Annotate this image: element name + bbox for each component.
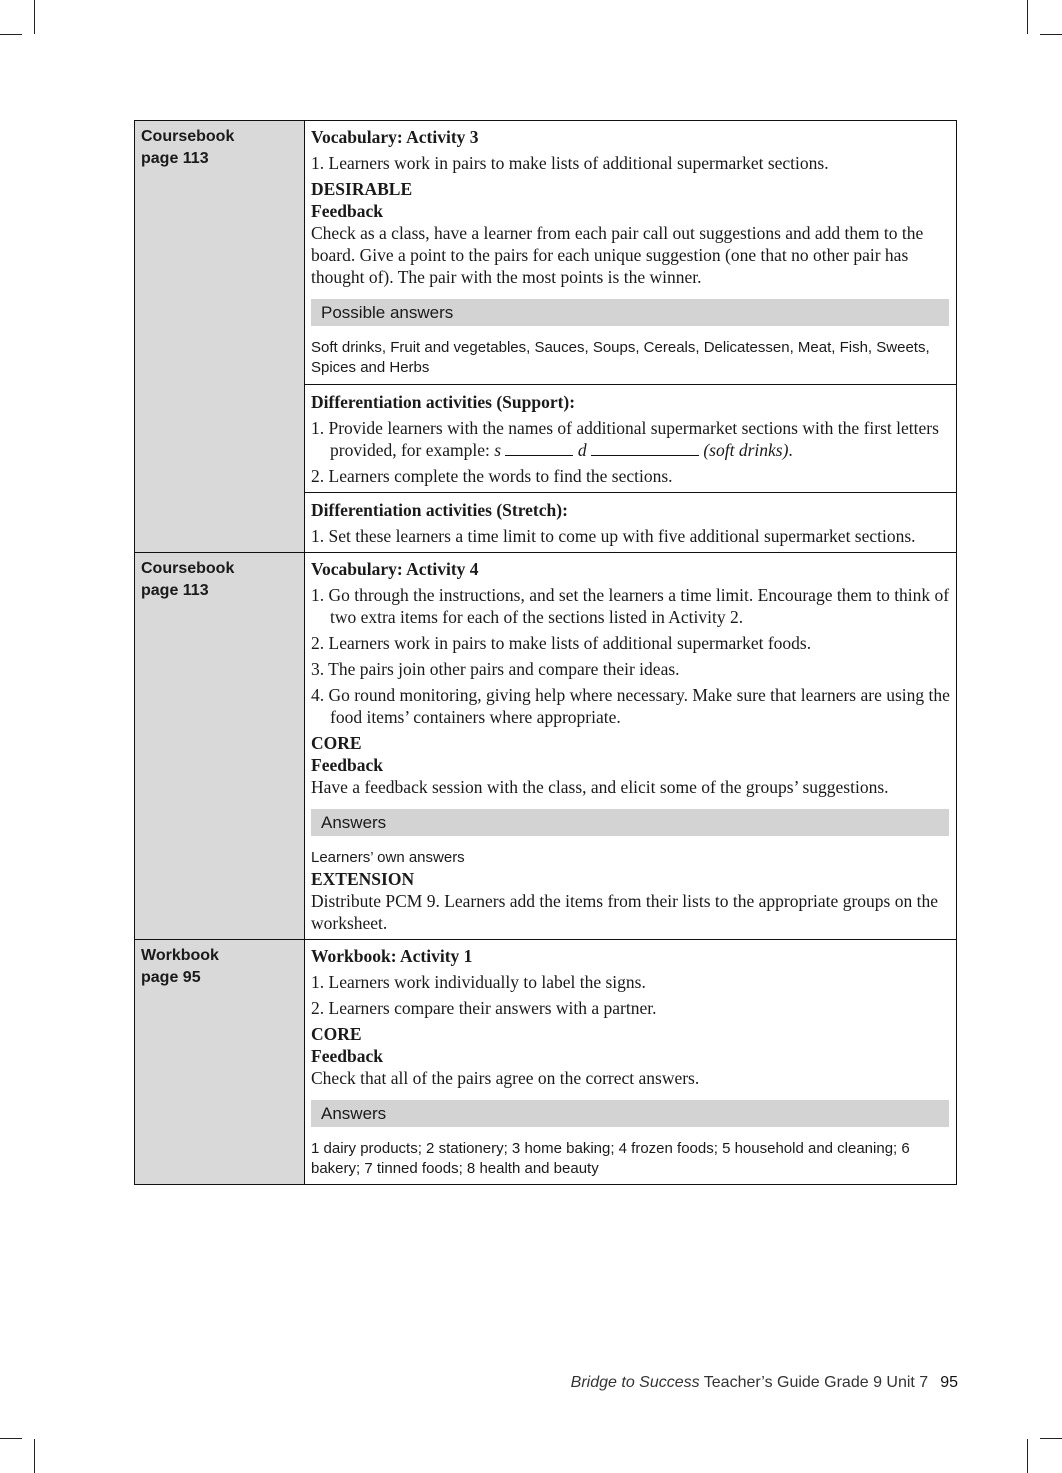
level-label: CORE	[311, 733, 362, 753]
blank-line	[591, 441, 699, 456]
feedback-label: Feedback	[311, 755, 383, 775]
blank-letter-d: d	[577, 440, 587, 460]
table-row	[135, 553, 957, 940]
example-answer: (soft drinks)	[703, 440, 789, 460]
list-item: 2. Learners work in pairs to make lists of additional supermarket foods.	[311, 633, 812, 653]
list-item: 1. Provide learners with the names of additional supermarket sections with the first letters provided, for example: s d (soft drinks).	[311, 418, 939, 460]
answers-text: Soft drinks, Fruit and vegetables, Sauces, Soups, Cereals, Delicatessen, Meat, Fish, Sweets, Spices and Herbs	[311, 339, 930, 376]
reference-cell	[135, 940, 305, 1185]
lesson-plan-table	[134, 120, 957, 1185]
crop-mark	[34, 1439, 35, 1473]
footer-title: Bridge to Success	[570, 1374, 700, 1391]
feedback-label: Feedback	[311, 201, 383, 221]
page-number: 95	[940, 1374, 958, 1391]
reference-book: Coursebook	[141, 128, 235, 145]
answers-text: 1 dairy products; 2 stationery; 3 home baking; 4 frozen foods; 5 household and cleaning; 6 bakery; 7 tinned foods; 8 health and beauty	[311, 1140, 910, 1177]
activity-cell	[305, 553, 957, 940]
reference-book: Workbook	[141, 947, 219, 964]
blank-line	[505, 441, 573, 456]
level-label: CORE	[311, 1024, 362, 1044]
feedback-text: Have a feedback session with the class, and elicit some of the groups’ suggestions.	[311, 777, 889, 797]
crop-mark	[1027, 1439, 1028, 1473]
reference-cell	[135, 121, 305, 553]
activity-cell	[305, 121, 957, 385]
reference-page: page 113	[141, 582, 209, 599]
answers-bar: Answers	[311, 809, 949, 836]
reference-page: page 95	[141, 969, 201, 986]
footer-subtitle: Teacher’s Guide Grade 9 Unit 7	[699, 1374, 929, 1391]
level-label: DESIRABLE	[311, 179, 413, 199]
activity-heading: Vocabulary: Activity 3	[311, 127, 479, 147]
activity-heading: Vocabulary: Activity 4	[311, 559, 479, 579]
stretch-cell	[305, 493, 957, 553]
crop-mark	[0, 34, 22, 35]
list-item: 1. Go through the instructions, and set the learners a time limit. Encourage them to think of two extra items for each of the sections listed in Activity 2.	[311, 585, 950, 627]
list-item: 2. Learners complete the words to find the sections.	[311, 466, 673, 486]
page-footer	[571, 1374, 958, 1392]
crop-mark	[1040, 1438, 1062, 1439]
list-item: 4. Go round monitoring, giving help where necessary. Make sure that learners are using the food items’ containers where appropriate.	[311, 685, 950, 727]
extension-label: EXTENSION	[311, 869, 415, 889]
crop-mark	[34, 0, 35, 34]
support-item-text: 1. Provide learners with the names of additional supermarket sections with the first letters provided, for example:	[311, 418, 939, 460]
stretch-heading: Differentiation activities (Stretch):	[311, 500, 568, 520]
list-item: 1. Learners work in pairs to make lists of additional supermarket sections.	[311, 153, 829, 173]
table-row	[135, 940, 957, 1185]
activity-heading: Workbook: Activity 1	[311, 946, 473, 966]
blank-letter-s: s	[494, 440, 502, 460]
extension-text: Distribute PCM 9. Learners add the items from their lists to the appropriate groups on the worksheet.	[311, 891, 938, 933]
answers-bar: Possible answers	[311, 299, 949, 326]
answers-text: Learners’ own answers	[311, 849, 465, 866]
support-heading: Differentiation activities (Support):	[311, 392, 576, 412]
list-item: 3. The pairs join other pairs and compare their ideas.	[311, 659, 680, 679]
crop-mark	[1027, 0, 1028, 34]
crop-mark	[0, 1438, 22, 1439]
reference-book: Coursebook	[141, 560, 235, 577]
reference-page: page 113	[141, 150, 209, 167]
list-item: 1. Set these learners a time limit to come up with five additional supermarket sections.	[311, 526, 916, 546]
table-row	[135, 121, 957, 385]
support-cell	[305, 385, 957, 493]
reference-cell	[135, 553, 305, 940]
list-item: 1. Learners work individually to label the signs.	[311, 972, 646, 992]
answers-bar: Answers	[311, 1100, 949, 1127]
feedback-text: Check as a class, have a learner from each pair call out suggestions and add them to the board. Give a point to the pairs for each unique suggestion (one that no other pair has thought of). The pair with the most points is the winner.	[311, 223, 924, 287]
activity-cell	[305, 940, 957, 1185]
crop-mark	[1040, 34, 1062, 35]
feedback-text: Check that all of the pairs agree on the correct answers.	[311, 1068, 700, 1088]
feedback-label: Feedback	[311, 1046, 383, 1066]
list-item: 2. Learners compare their answers with a partner.	[311, 998, 657, 1018]
